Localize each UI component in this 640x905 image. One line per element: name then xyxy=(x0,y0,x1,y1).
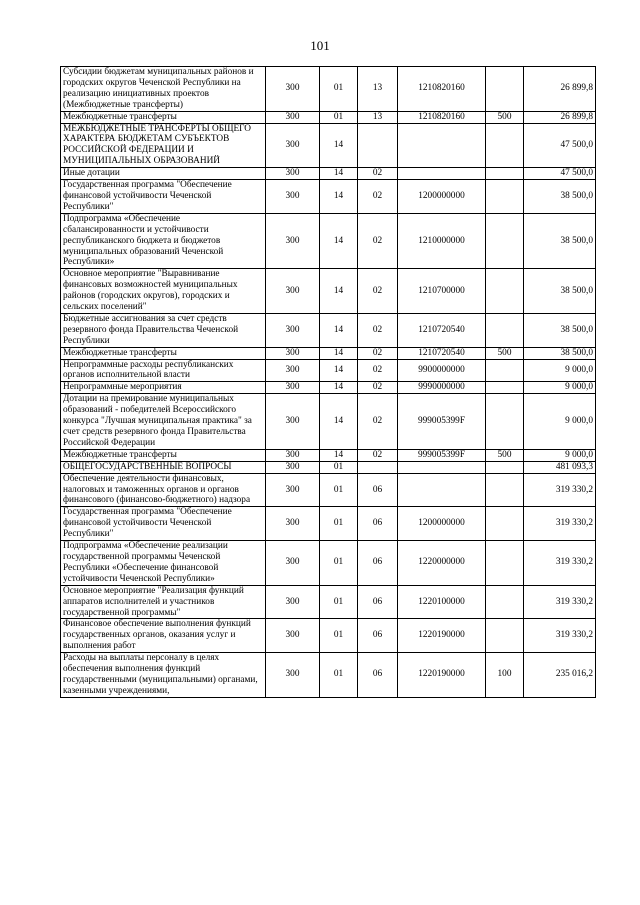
target-article-code xyxy=(398,168,486,180)
target-article-code xyxy=(398,123,486,168)
table-row xyxy=(61,653,596,698)
expense-type-code xyxy=(486,213,524,269)
target-article-code: 999005399F xyxy=(398,449,486,461)
expense-type-code xyxy=(486,180,524,214)
target-article-code: 999005399F xyxy=(398,394,486,450)
expense-type-code: 500 xyxy=(486,111,524,123)
row-name: Подпрограмма «Обеспечение реализации государственной программы Чеченской Республики «Обеспечение финансовой устойчивости Чеченской Республики» xyxy=(61,541,266,586)
expense-type-code xyxy=(486,619,524,653)
subsection-code: 06 xyxy=(358,585,398,619)
expense-type-code: 500 xyxy=(486,347,524,359)
table-row xyxy=(61,449,596,461)
table-row xyxy=(61,394,596,450)
row-name: Непрограммные мероприятия xyxy=(61,382,266,394)
subsection-code: 02 xyxy=(358,269,398,314)
amount-value: 9 000,0 xyxy=(524,382,596,394)
amount-value: 38 500,0 xyxy=(524,180,596,214)
subsection-code: 02 xyxy=(358,180,398,214)
expense-type-code xyxy=(486,541,524,586)
amount-value: 38 500,0 xyxy=(524,313,596,347)
target-article-code xyxy=(398,473,486,507)
section-code: 14 xyxy=(320,382,358,394)
target-article-code: 9990000000 xyxy=(398,382,486,394)
amount-value: 319 330,2 xyxy=(524,473,596,507)
row-name: Основное мероприятие "Выравнивание финансовых возможностей муниципальных районов (городских округов), городских и сельских поселений" xyxy=(61,269,266,314)
subsection-code: 06 xyxy=(358,507,398,541)
amount-value: 38 500,0 xyxy=(524,347,596,359)
expense-type-code xyxy=(486,394,524,450)
subsection-code: 02 xyxy=(358,382,398,394)
section-code: 01 xyxy=(320,473,358,507)
expense-type-code xyxy=(486,585,524,619)
row-name: Межбюджетные трансферты xyxy=(61,347,266,359)
expense-type-code xyxy=(486,123,524,168)
table-row xyxy=(61,507,596,541)
table-row xyxy=(61,359,596,382)
admin-code: 300 xyxy=(266,269,320,314)
table-row xyxy=(61,461,596,473)
section-code: 14 xyxy=(320,213,358,269)
table-row xyxy=(61,347,596,359)
section-code: 01 xyxy=(320,111,358,123)
amount-value: 47 500,0 xyxy=(524,168,596,180)
admin-code: 300 xyxy=(266,359,320,382)
amount-value: 319 330,2 xyxy=(524,541,596,586)
section-code: 14 xyxy=(320,347,358,359)
expense-type-code: 500 xyxy=(486,449,524,461)
target-article-code: 1210720540 xyxy=(398,347,486,359)
section-code: 01 xyxy=(320,541,358,586)
row-name: Субсидии бюджетам муниципальных районов и городских округов Чеченской Республики на реализацию инициативных проектов (Межбюджетные трансферты) xyxy=(61,67,266,112)
section-code: 14 xyxy=(320,449,358,461)
expense-type-code xyxy=(486,473,524,507)
amount-value: 9 000,0 xyxy=(524,359,596,382)
amount-value: 38 500,0 xyxy=(524,213,596,269)
amount-value: 26 899,8 xyxy=(524,111,596,123)
row-name: Межбюджетные трансферты xyxy=(61,449,266,461)
admin-code: 300 xyxy=(266,619,320,653)
expense-type-code xyxy=(486,168,524,180)
row-name: Бюджетные ассигнования за счет средств резервного фонда Правительства Чеченской Республики xyxy=(61,313,266,347)
admin-code: 300 xyxy=(266,111,320,123)
expense-type-code xyxy=(486,359,524,382)
target-article-code: 1210820160 xyxy=(398,67,486,112)
subsection-code: 02 xyxy=(358,359,398,382)
table-row xyxy=(61,473,596,507)
row-name: МЕЖБЮДЖЕТНЫЕ ТРАНСФЕРТЫ ОБЩЕГО ХАРАКТЕРА БЮДЖЕТАМ СУБЪЕКТОВ РОССИЙСКОЙ ФЕДЕРАЦИИ И МУНИЦИПАЛЬНЫХ ОБРАЗОВАНИЙ xyxy=(61,123,266,168)
section-code: 01 xyxy=(320,461,358,473)
table-row xyxy=(61,123,596,168)
subsection-code: 02 xyxy=(358,449,398,461)
row-name: Государственная программа "Обеспечение финансовой устойчивости Чеченской Республики" xyxy=(61,507,266,541)
table-row xyxy=(61,619,596,653)
row-name: Финансовое обеспечение выполнения функций государственных органов, оказания услуг и выполнения работ xyxy=(61,619,266,653)
table-row xyxy=(61,382,596,394)
expense-type-code xyxy=(486,67,524,112)
subsection-code: 02 xyxy=(358,313,398,347)
amount-value: 47 500,0 xyxy=(524,123,596,168)
row-name: Обеспечение деятельности финансовых, налоговых и таможенных органов и органов финансового (финансово-бюджетного) надзора xyxy=(61,473,266,507)
table-row xyxy=(61,541,596,586)
expense-type-code xyxy=(486,507,524,541)
subsection-code: 06 xyxy=(358,473,398,507)
section-code: 14 xyxy=(320,313,358,347)
subsection-code: 02 xyxy=(358,213,398,269)
admin-code: 300 xyxy=(266,123,320,168)
admin-code: 300 xyxy=(266,313,320,347)
target-article-code: 1200000000 xyxy=(398,507,486,541)
expense-type-code xyxy=(486,269,524,314)
amount-value: 481 093,3 xyxy=(524,461,596,473)
amount-value: 9 000,0 xyxy=(524,394,596,450)
admin-code: 300 xyxy=(266,507,320,541)
target-article-code: 1210720540 xyxy=(398,313,486,347)
subsection-code: 06 xyxy=(358,653,398,698)
target-article-code: 1210820160 xyxy=(398,111,486,123)
subsection-code: 02 xyxy=(358,168,398,180)
section-code: 14 xyxy=(320,180,358,214)
row-name: Иные дотации xyxy=(61,168,266,180)
table-row xyxy=(61,269,596,314)
target-article-code: 1200000000 xyxy=(398,180,486,214)
admin-code: 300 xyxy=(266,347,320,359)
amount-value: 38 500,0 xyxy=(524,269,596,314)
admin-code: 300 xyxy=(266,473,320,507)
subsection-code xyxy=(358,461,398,473)
table-row xyxy=(61,111,596,123)
subsection-code: 02 xyxy=(358,347,398,359)
subsection-code: 02 xyxy=(358,394,398,450)
section-code: 14 xyxy=(320,394,358,450)
admin-code: 300 xyxy=(266,461,320,473)
expense-type-code xyxy=(486,461,524,473)
admin-code: 300 xyxy=(266,213,320,269)
target-article-code: 1220190000 xyxy=(398,653,486,698)
table-row xyxy=(61,213,596,269)
target-article-code: 1210000000 xyxy=(398,213,486,269)
section-code: 01 xyxy=(320,653,358,698)
budget-table xyxy=(60,66,596,698)
subsection-code: 13 xyxy=(358,111,398,123)
target-article-code: 1220190000 xyxy=(398,619,486,653)
target-article-code: 9900000000 xyxy=(398,359,486,382)
section-code: 14 xyxy=(320,123,358,168)
table-row xyxy=(61,313,596,347)
admin-code: 300 xyxy=(266,449,320,461)
table-row xyxy=(61,168,596,180)
section-code: 01 xyxy=(320,67,358,112)
row-name: Непрограммные расходы республиканских органов исполнительной власти xyxy=(61,359,266,382)
target-article-code: 1210700000 xyxy=(398,269,486,314)
table-row xyxy=(61,585,596,619)
amount-value: 9 000,0 xyxy=(524,449,596,461)
admin-code: 300 xyxy=(266,67,320,112)
admin-code: 300 xyxy=(266,653,320,698)
row-name: ОБЩЕГОСУДАРСТВЕННЫЕ ВОПРОСЫ xyxy=(61,461,266,473)
row-name: Подпрограмма «Обеспечение сбалансированности и устойчивости республиканского бюджета и бюджетов муниципальных образований Чеченской Республики» xyxy=(61,213,266,269)
section-code: 01 xyxy=(320,507,358,541)
amount-value: 319 330,2 xyxy=(524,619,596,653)
table-row xyxy=(61,67,596,112)
amount-value: 319 330,2 xyxy=(524,585,596,619)
budget-table-body xyxy=(61,67,596,698)
target-article-code: 1220100000 xyxy=(398,585,486,619)
row-name: Государственная программа "Обеспечение финансовой устойчивости Чеченской Республики" xyxy=(61,180,266,214)
section-code: 01 xyxy=(320,585,358,619)
table-row xyxy=(61,180,596,214)
subsection-code xyxy=(358,123,398,168)
target-article-code: 1220000000 xyxy=(398,541,486,586)
target-article-code xyxy=(398,461,486,473)
subsection-code: 06 xyxy=(358,619,398,653)
section-code: 14 xyxy=(320,359,358,382)
admin-code: 300 xyxy=(266,180,320,214)
expense-type-code: 100 xyxy=(486,653,524,698)
admin-code: 300 xyxy=(266,394,320,450)
admin-code: 300 xyxy=(266,585,320,619)
section-code: 14 xyxy=(320,168,358,180)
section-code: 01 xyxy=(320,619,358,653)
subsection-code: 13 xyxy=(358,67,398,112)
section-code: 14 xyxy=(320,269,358,314)
amount-value: 319 330,2 xyxy=(524,507,596,541)
expense-type-code xyxy=(486,313,524,347)
row-name: Дотации на премирование муниципальных образований - победителей Всероссийского конкурса "Лучшая муниципальная практика" за счет средств резервного фонда Правительства Российской Федерации xyxy=(61,394,266,450)
admin-code: 300 xyxy=(266,382,320,394)
page-number: 101 xyxy=(310,38,330,53)
row-name: Расходы на выплаты персоналу в целях обеспечения выполнения функций государственными (муниципальными) органами, казенными учреждениями, xyxy=(61,653,266,698)
admin-code: 300 xyxy=(266,168,320,180)
admin-code: 300 xyxy=(266,541,320,586)
row-name: Основное мероприятие "Реализация функций аппаратов исполнителей и участников государственной программы" xyxy=(61,585,266,619)
expense-type-code xyxy=(486,382,524,394)
amount-value: 26 899,8 xyxy=(524,67,596,112)
subsection-code: 06 xyxy=(358,541,398,586)
amount-value: 235 016,2 xyxy=(524,653,596,698)
row-name: Межбюджетные трансферты xyxy=(61,111,266,123)
